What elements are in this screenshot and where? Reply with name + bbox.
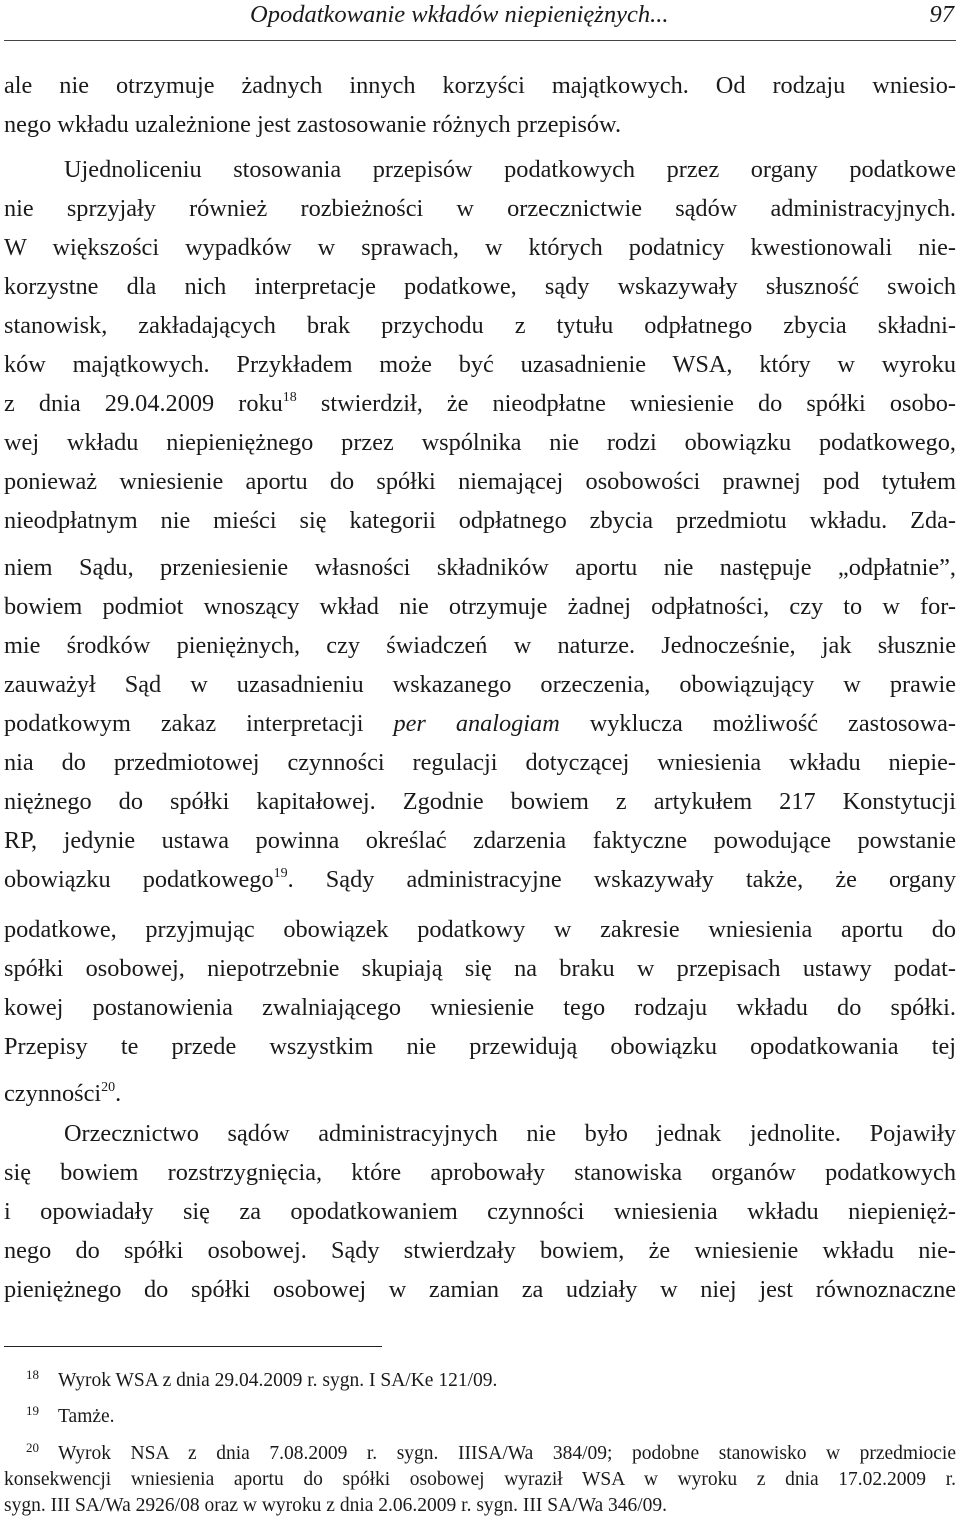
footnote-separator (4, 1346, 382, 1347)
footnote-number-18: 18 (26, 1367, 39, 1382)
body-text: obowiązku podatkowego (4, 866, 274, 893)
body-line-27: Orzecznictwo sądów administracyjnych nie było jednak jednolite. Pojawiły (64, 1120, 956, 1147)
footnote-20-continuation-2: sygn. III SA/Wa 2926/08 oraz w wyroku z dnia 2.06.2009 r. sygn. III SA/Wa 346/09. (4, 1495, 668, 1516)
footnote-20-text: Wyrok NSA z dnia 7.08.2009 r. sygn. IIISA/Wa 384/09; podobne stanowisko w przedmiocie (58, 1443, 956, 1464)
body-line-26 (4, 1078, 956, 1110)
body-line-17 (4, 708, 956, 740)
body-line-4: nie sprzyjały również rozbieżności w orzecznictwie sądów administracyjnych. (4, 195, 956, 222)
body-line-3: Ujednoliceniu stosowania przepisów podatkowych przez organy podatkowe (64, 156, 956, 183)
body-line-14: bowiem podmiot wnoszący wkład nie otrzymuje żadnej odpłatności, czy to w for- (4, 593, 956, 620)
body-line-25: Przepisy te przede wszystkim nie przewidują obowiązku opodatkowania tej (4, 1033, 956, 1060)
latin-phrase: per analogiam (393, 710, 560, 737)
body-line-6: korzystne dla nich interpretacje podatkowe, sądy wskazywały słuszność swoich (4, 273, 956, 300)
body-line-8: ków majątkowych. Przykładem może być uzasadnienie WSA, który w wyroku (4, 351, 956, 378)
body-line-22: podatkowe, przyjmując obowiązek podatkowy w zakresie wniesienia aportu do (4, 916, 956, 943)
body-line-15: mie środków pieniężnych, czy świadczeń w naturze. Jednocześnie, jak słusznie (4, 632, 956, 659)
body-line-12: nieodpłatnym nie mieści się kategorii odpłatnego zbycia przedmiotu wkładu. Zda- (4, 507, 956, 534)
footnote-20-continuation-1: konsekwencji wniesienia aportu do spółki osobowej wyraził WSA w wyroku z dnia 17.02.2009 r. (4, 1469, 956, 1490)
body-line-30: nego do spółki osobowej. Sądy stwierdzały bowiem, że wniesienie wkładu nie- (4, 1237, 956, 1264)
footnote-ref-20[interactable]: 20 (101, 1080, 116, 1095)
body-line-7: stanowisk, zakładających brak przychodu z tytułu odpłatnego zbycia składni- (4, 312, 956, 339)
footnote-number-19: 19 (26, 1403, 39, 1418)
footnote-ref-18[interactable]: 18 (282, 390, 297, 405)
body-text: . (115, 1080, 122, 1107)
body-text: z dnia 29.04.2009 roku (4, 390, 283, 417)
body-line-28: się bowiem rozstrzygnięcia, które aprobowały stanowiska organów podatkowych (4, 1159, 956, 1186)
body-text: czynności (4, 1080, 102, 1107)
running-header (4, 0, 956, 41)
body-line-10: wej wkładu niepieniężnego przez wspólnika nie rodzi obowiązku podatkowego, (4, 429, 956, 456)
running-header-title: Opodatkowanie wkładów niepieniężnych... (250, 1, 669, 28)
body-text: stwierdził, że nieodpłatne wniesienie do spółki osobo- (296, 390, 956, 417)
footnote-19-text: Tamże. (58, 1406, 115, 1427)
body-text: . Sądy administracyjne wskazywały także, że organy (287, 866, 957, 893)
body-line-31: pieniężnego do spółki osobowej w zamian za udziały w niej jest równoznaczne (4, 1276, 956, 1303)
page-number: 97 (929, 1, 954, 28)
footnote-number-20: 20 (26, 1440, 39, 1455)
footnote-18-text: Wyrok WSA z dnia 29.04.2009 r. sygn. I SA/Ke 121/09. (58, 1370, 498, 1391)
body-text: wyklucza możliwość zastosowa- (559, 710, 956, 737)
body-line-23: spółki osobowej, niepotrzebnie skupiają się na braku w przepisach ustawy podat- (4, 955, 956, 982)
body-line-5: W większości wypadków w sprawach, w których podatnicy kwestionowali nie- (4, 234, 956, 261)
body-line-9 (4, 388, 956, 420)
body-line-18: nia do przedmiotowej czynności regulacji dotyczącej wniesienia wkładu niepie- (4, 749, 956, 776)
body-line-13: niem Sądu, przeniesienie własności składników aportu nie następuje „odpłatnie”, (4, 554, 956, 581)
body-line-16: zauważył Sąd w uzasadnieniu wskazanego orzeczenia, obowiązujący w prawie (4, 671, 956, 698)
body-text: podatkowym zakaz interpretacji (4, 710, 394, 737)
body-line-24: kowej postanowienia zwalniającego wniesienie tego rodzaju wkładu do spółki. (4, 994, 956, 1021)
body-line-11: ponieważ wniesienie aportu do spółki niemającej osobowości prawnej pod tytułem (4, 468, 956, 495)
body-line-20: RP, jedynie ustawa powinna określać zdarzenia faktyczne powodujące powstanie (4, 827, 956, 854)
footnote-ref-19[interactable]: 19 (273, 866, 288, 881)
body-line-29: i opowiadały się za opodatkowaniem czynności wniesienia wkładu niepienięż- (4, 1198, 956, 1225)
body-line-21 (4, 864, 956, 896)
body-line-2: nego wkładu uzależnione jest zastosowanie różnych przepisów. (4, 111, 622, 138)
body-line-1: ale nie otrzymuje żadnych innych korzyści majątkowych. Od rodzaju wniesio- (4, 72, 956, 99)
body-line-19: niężnego do spółki kapitałowej. Zgodnie bowiem z artykułem 217 Konstytucji (4, 788, 956, 815)
